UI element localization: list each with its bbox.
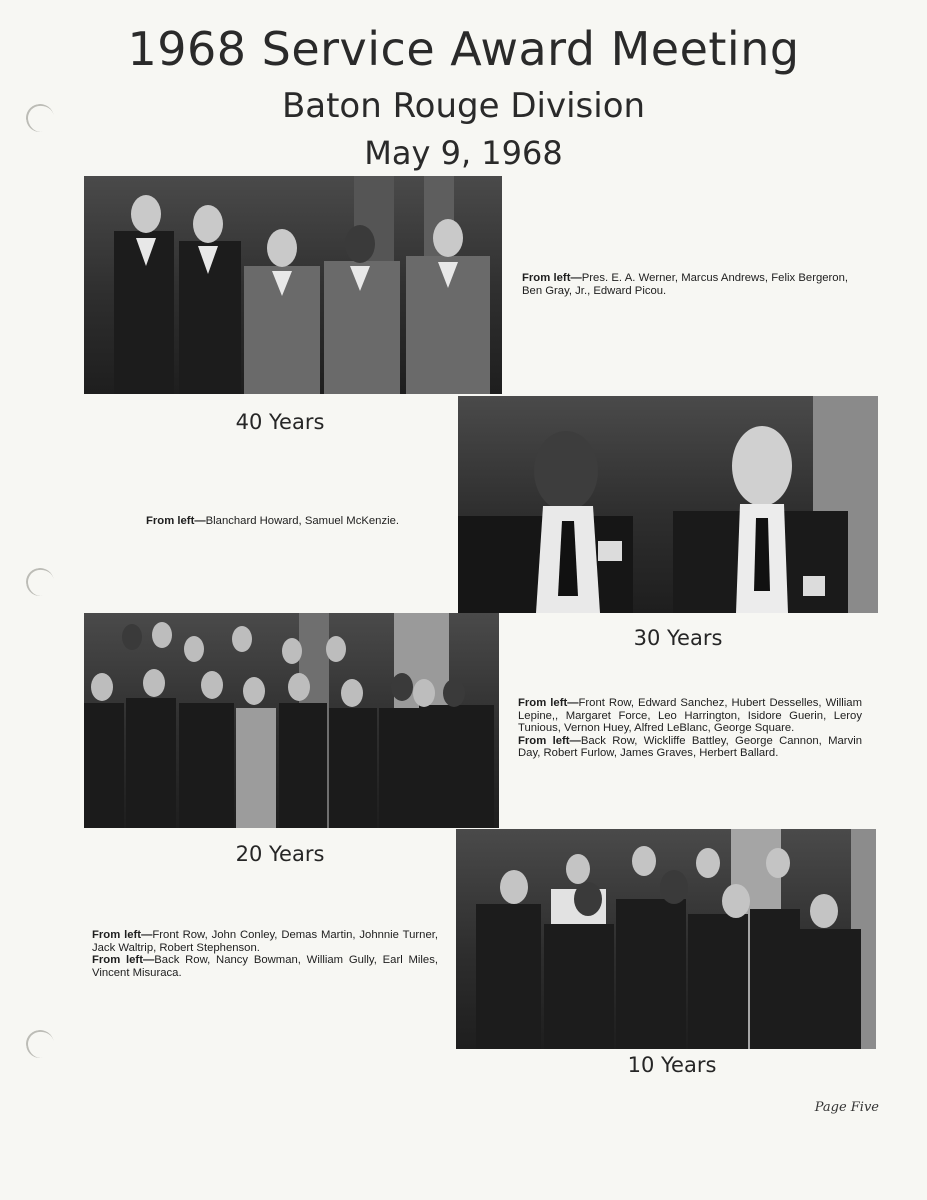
binder-hole	[24, 1028, 56, 1060]
photo-40-years	[84, 176, 502, 394]
caption-front-row: From left—Front Row, John Conley, Demas Martin, Johnnie Turner, Jack Waltrip, Robert Stephenson.	[92, 929, 439, 954]
caption-30-years-group	[518, 697, 862, 760]
caption-40-years: From left—Pres. E. A. Werner, Marcus Andrews, Felix Bergeron, Ben Gray, Jr., Edward Picou.	[522, 272, 848, 297]
label-10-years: 10 Years	[627, 1053, 717, 1077]
label-30-years: 30 Years	[633, 626, 723, 650]
photo-30-years-group	[84, 613, 499, 828]
label-20-years: 20 Years	[235, 842, 325, 866]
caption-back-row: From left—Back Row, Nancy Bowman, William Gully, Earl Miles, Vincent Misuraca.	[92, 954, 439, 979]
caption-30-years-pair: From left—Blanchard Howard, Samuel McKenzie.	[146, 515, 400, 527]
meeting-date: May 9, 1968	[364, 134, 563, 172]
caption-20-years	[92, 929, 438, 979]
caption-back-row: From left—Back Row, Wickliffe Battley, George Cannon, Marvin Day, Robert Furlow, James Graves, Herbert Ballard.	[518, 734, 863, 759]
division-title: Baton Rouge Division	[281, 86, 646, 126]
photo-10-years	[456, 829, 876, 1049]
binder-hole	[24, 566, 56, 598]
caption-front-row: From left—Front Row, Edward Sanchez, Hubert Desselles, William Lepine,, Margaret Force, Leo Harrington, Isidore Guerin, Leroy Tunious, Vernon Huey, Alfred LeBlanc, George Square.	[518, 697, 862, 734]
label-40-years: 40 Years	[235, 410, 325, 434]
photo-30-years-pair	[458, 396, 878, 613]
page-title: 1968 Service Award Meeting	[127, 22, 800, 76]
page-number: Page Five	[814, 1100, 879, 1115]
